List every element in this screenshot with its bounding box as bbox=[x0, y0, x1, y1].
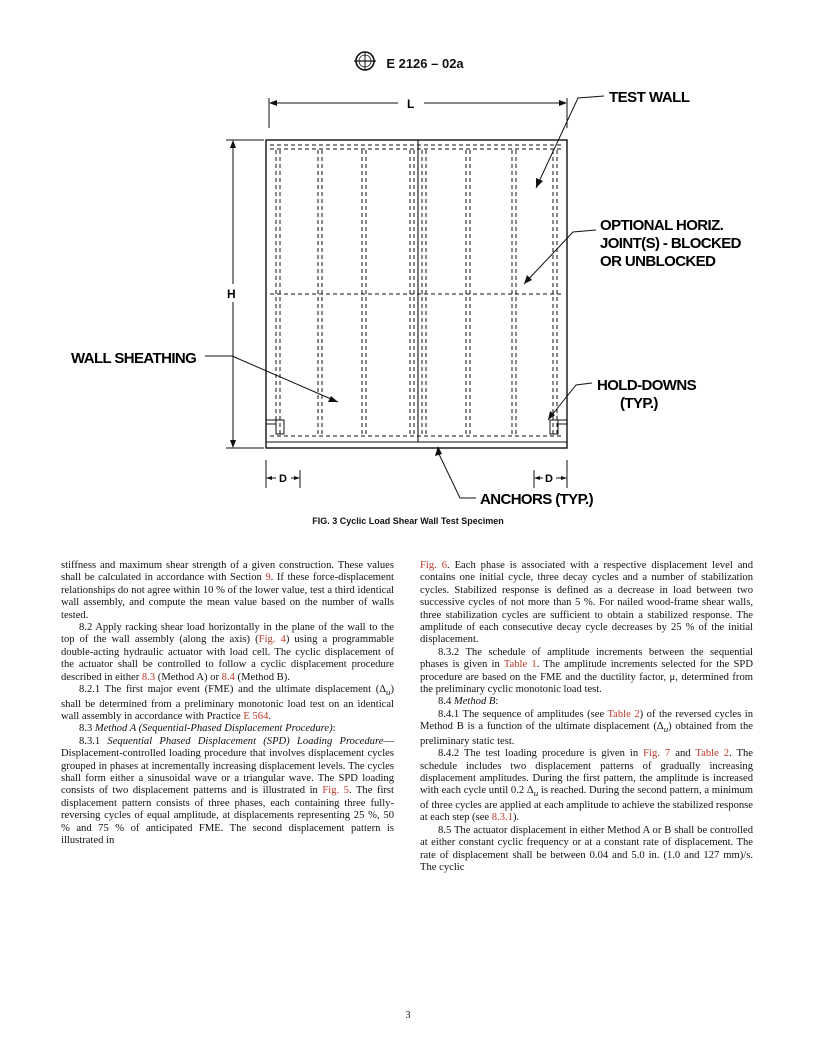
joint-label-line3: OR UNBLOCKED bbox=[600, 253, 716, 270]
right-column bbox=[420, 560, 753, 874]
section-link[interactable]: 8.4 bbox=[221, 671, 235, 683]
table-link[interactable]: Table 1 bbox=[503, 659, 537, 671]
anchors-label: ANCHORS (TYP.) bbox=[480, 491, 593, 508]
paragraph: stiffness and maximum shear strength of a given construction. These values shall be calculated in accordance with Section 9. If these force-displacement relationships do not agree within 10 % of the lower value, test a third identical wall assembly, and compute the mean value based on the number of walls tested. bbox=[61, 560, 394, 621]
figure-link[interactable]: Fig. 6 bbox=[420, 560, 447, 571]
paragraph-8-3: 8.3 Method A (Sequential-Phased Displacement Procedure): bbox=[79, 723, 336, 735]
page-header bbox=[0, 50, 816, 77]
paragraph-8-5: 8.5 The actuator displacement in either Method A or B shall be controlled at either constant cyclic frequency or at a constant rate of displacement. The rate of displacement shall be between 0.04 and 5.0 in. (1.0 and 127 mm)/s. The cyclic bbox=[420, 824, 753, 873]
d-right-label: D bbox=[545, 473, 553, 485]
holddowns-label-line1: HOLD-DOWNS bbox=[597, 377, 696, 394]
table-link[interactable]: Table 2 bbox=[607, 708, 640, 720]
astm-logo-icon bbox=[352, 50, 378, 77]
length-label: L bbox=[407, 97, 415, 111]
test-wall-label: TEST WALL bbox=[609, 89, 690, 106]
sheathing-label: WALL SHEATHING bbox=[71, 350, 197, 367]
joint-label-line1: OPTIONAL HORIZ. bbox=[600, 217, 724, 234]
holddowns-label-line2: (TYP.) bbox=[620, 395, 658, 412]
paragraph-8-2: 8.2 Apply racking shear load horizontally in the plane of the wall to the top of the wall assembly (along the axis) (Fig. 4) using a programmable double-acting hydraulic actuator with load cell. The cyclic displacement of the actuator shall be controlled to follow a cyclic displacement procedure described in either 8.3 (Method A) or 8.4 (Method B). bbox=[61, 622, 394, 683]
section-link[interactable]: 9 bbox=[265, 572, 271, 584]
figure-link[interactable]: Fig. 5 bbox=[322, 785, 349, 797]
table-link[interactable]: Table 2 bbox=[695, 748, 730, 760]
paragraph-8-2-1: 8.2.1 The first major event (FME) and the ultimate displacement $(\Delta_u)$ shall be determined from a preliminary monotonic load test on an identical wall assembly in accordance with Practice E 564. bbox=[61, 684, 394, 722]
page-number: 3 bbox=[405, 1010, 411, 1021]
joint-label-line2: JOINT(S) - BLOCKED bbox=[600, 235, 741, 252]
paragraph: Fig. 6. Each phase is associated with a respective displacement level and contains one initial cycle, three decay cycles and a number of stabilization cycles. Stabilized response is defined as a decrease in load between two successive cycles of not more than 5 %. For nailed wood-frame shear walls, three stabilization cycles are sufficient to obtain a stabilized response. The amplitude of each consecutive decay cycle decreases by 25 % of the initial displacement. bbox=[420, 560, 753, 646]
height-label: H bbox=[227, 287, 236, 301]
figure-link[interactable]: Fig. 7 bbox=[643, 748, 671, 760]
paragraph-8-4-2: 8.4.2 The test loading procedure is given in Fig. 7 and Table 2. The schedule includes two displacement patterns of gradually increasing displacement amplitudes. During the first pattern, the amplitude is increased with each cycle until 0.2 $\Delta_u$ is reached. During the second pattern, a minimum of three cycles are applied at each amplitude to achieve the stabilized response at each step (see 8.3.1). bbox=[420, 748, 754, 824]
d-left-label: D bbox=[279, 473, 287, 485]
section-link[interactable]: 8.3.1 bbox=[491, 812, 513, 824]
paragraph-8-3-2: 8.3.2 The schedule of amplitude increments between the sequential phases is given in Table 1. The amplitude increments selected for the SPD procedure are based on the FME and the ductility factor, μ, determined from the preliminary cyclic monotonic load test. bbox=[420, 646, 753, 696]
figure-3 bbox=[0, 80, 816, 520]
paragraph-8-4-1: 8.4.1 The sequence of amplitudes (see Table 2) of the reversed cycles in Method B is a function of the ultimate displacement $(\Delta_u)$ obtained from the preliminary static test. bbox=[420, 708, 753, 747]
section-link[interactable]: 8.3 bbox=[141, 671, 156, 683]
document-id: E 2126 – 02a bbox=[386, 56, 464, 71]
paragraph-8-3-1: 8.3.1 Sequential Phased Displacement (SPD) Loading Procedure—Displacement-controlled loading procedure that involves displacement cycles grouped in phases at incrementally increasing displacement levels. The cycles shall form either a sinusoidal wave or a triangular wave. The SPD loading consists of two displacement patterns and is illustrated in Fig. 5. The first displacement pattern consists of three phases, each containing three fully-reversing cycles of equal amplitude, at displacements representing 25 %, 50 % and 75 % of anticipated FME. The second displacement pattern is illustrated in bbox=[61, 735, 395, 847]
standard-link[interactable]: E 564 bbox=[243, 710, 269, 722]
paragraph-8-4: 8.4 Method B: bbox=[438, 696, 499, 708]
figure-link[interactable]: Fig. 4 bbox=[258, 634, 286, 646]
left-column bbox=[61, 560, 394, 847]
figure-caption: FIG. 3 Cyclic Load Shear Wall Test Specimen bbox=[312, 516, 504, 526]
